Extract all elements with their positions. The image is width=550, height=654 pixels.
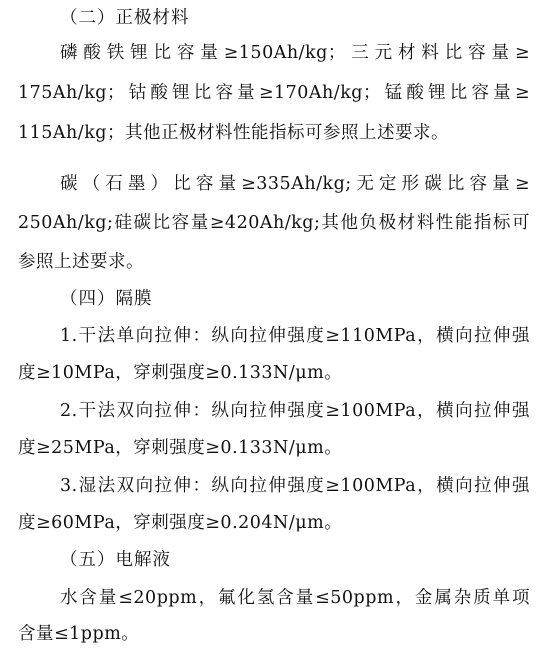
section-heading-cathode: （二）正极材料	[60, 8, 190, 28]
paragraph-line: 碳（石墨）比容量≥335Ah/kg;无定形碳比容量≥	[60, 174, 530, 194]
paragraph-line: 度≥10MPa，穿刺强度≥0.133N/μm。	[18, 363, 343, 383]
paragraph-line: 水含量≤20ppm，氟化氢含量≤50ppm，金属杂质单项	[60, 588, 530, 608]
paragraph-line: 3.湿法双向拉伸：纵向拉伸强度≥100MPa，横向拉伸强	[60, 476, 530, 496]
section-heading-separator: （四）隔膜	[60, 289, 153, 309]
paragraph-line: 175Ah/kg；钴酸锂比容量≥170Ah/kg；锰酸锂比容量≥	[18, 83, 530, 103]
paragraph-line: 1.干法单向拉伸：纵向拉伸强度≥110MPa，横向拉伸强	[60, 326, 530, 346]
paragraph-line: 含量≤1ppm。	[18, 624, 140, 644]
paragraph-line: 2.干法双向拉伸：纵向拉伸强度≥100MPa，横向拉伸强	[60, 401, 530, 421]
paragraph-line: 度≥60MPa，穿刺强度≥0.204N/μm。	[18, 513, 343, 533]
paragraph-line: 参照上述要求。	[18, 252, 144, 272]
paragraph-line: 度≥25MPa，穿刺强度≥0.133N/μm。	[18, 438, 343, 458]
paragraph-line: 115Ah/kg；其他正极材料性能指标可参照上述要求。	[18, 123, 450, 143]
section-heading-electrolyte: （五）电解液	[60, 550, 171, 570]
paragraph-line: 250Ah/kg;硅碳比容量≥420Ah/kg;其他负极材料性能指标可	[18, 213, 530, 233]
paragraph-line: 磷酸铁锂比容量≥150Ah/kg；三元材料比容量≥	[60, 43, 530, 63]
